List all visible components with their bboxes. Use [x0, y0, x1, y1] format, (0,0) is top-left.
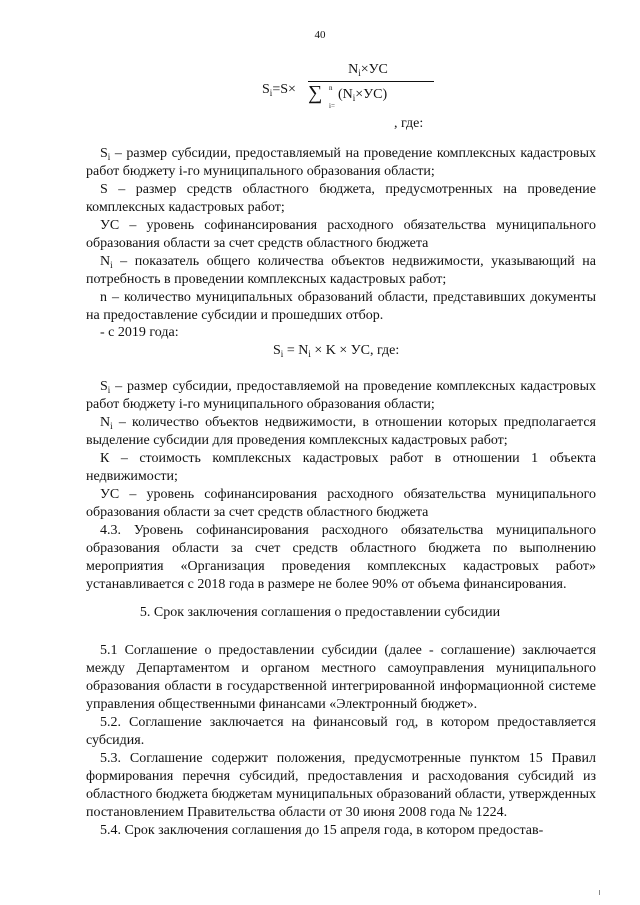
definition-si-2019: $S_i$ – размер субсидии, предоставляемой на проведение комплексных кадастровых работ бюджету i-го муниципального образования области; — [86, 379, 596, 412]
section-5-title: 5. Срок заключения соглашения о предоставлении субсидии — [139, 605, 501, 620]
formula-where: , где: — [394, 116, 424, 131]
definition-us-2019: УС – уровень софинансирования расходного обязательства муниципального образования области за счет средств областного бюджета — [86, 487, 596, 520]
paragraph-4-3: 4.3. Уровень софинансирования расходного обязательства муниципального образования области за счет средств областного бюджета по выполнению мероприятия «Организация проведения комплексных кадастровых работ» устанавливается с 2018 года в размере не более 90% от объема финансирования. — [86, 523, 596, 592]
page-number: 40 — [314, 29, 326, 41]
sum-upper-limit: n — [329, 84, 333, 92]
formula-lhs: $S_i=S\times$ — [262, 82, 296, 98]
sum-lower-limit: i= — [329, 102, 335, 110]
definition-ni-2019: $N_i$ – количество объектов недвижимости, в отношении которых предполагается выделение субсидии для проведения комплексных кадастровых работ; — [86, 415, 596, 448]
definition-s: S – размер средств областного бюджета, предусмотренных на проведение комплексных кадастровых работ; — [86, 182, 596, 215]
subsidy-formula-2019: $S_i = N_i \times K$ × УС, где: — [273, 343, 400, 359]
paragraph-5-2: 5.2. Соглашение заключается на финансовый год, в котором предоставляется субсидия. — [86, 715, 596, 748]
fraction-line — [308, 81, 434, 82]
formula-numerator: $N_i\times УС$ — [348, 62, 388, 78]
definition-si: $S_i$ – размер субсидии, предоставляемый на проведение комплексных кадастровых работ бюджету i-го муниципального образования области; — [86, 146, 596, 179]
sigma-symbol: ∑ — [308, 82, 323, 104]
scan-mark — [599, 890, 600, 895]
since-2019-label: - с 2019 года: — [100, 325, 179, 340]
paragraph-5-3: 5.3. Соглашение содержит положения, предусмотренные пунктом 15 Правил формирования перечня субсидий, предоставления и расходования субсидий из областного бюджета бюджетам муниципальных образований области, утвержденных постановлением Правительства области от 30 июня 2008 года № 1224. — [86, 751, 596, 820]
definition-us: УС – уровень софинансирования расходного обязательства муниципального образования области за счет средств областного бюджета — [86, 218, 596, 251]
paragraph-5-4: 5.4. Срок заключения соглашения до 15 апреля года, в котором предостав- — [100, 823, 544, 838]
definition-n: n – количество муниципальных образований области, представивших документы на предоставление субсидии и прошедших отбор. — [86, 290, 596, 323]
paragraph-5-1: 5.1 Соглашение о предоставлении субсидии (далее - соглашение) заключается между Департаментом и органом местного самоуправления муниципального образования области в государственной интегрированной информационной системе управления общественными финансами «Электронный бюджет». — [86, 643, 596, 712]
definition-k-2019: К – стоимость комплексных кадастровых работ в отношении 1 объекта недвижимости; — [86, 451, 596, 484]
definition-ni: $N_i$ – показатель общего количества объектов недвижимости, указывающий на потребность в проведении комплексных кадастровых работ; — [86, 254, 596, 287]
